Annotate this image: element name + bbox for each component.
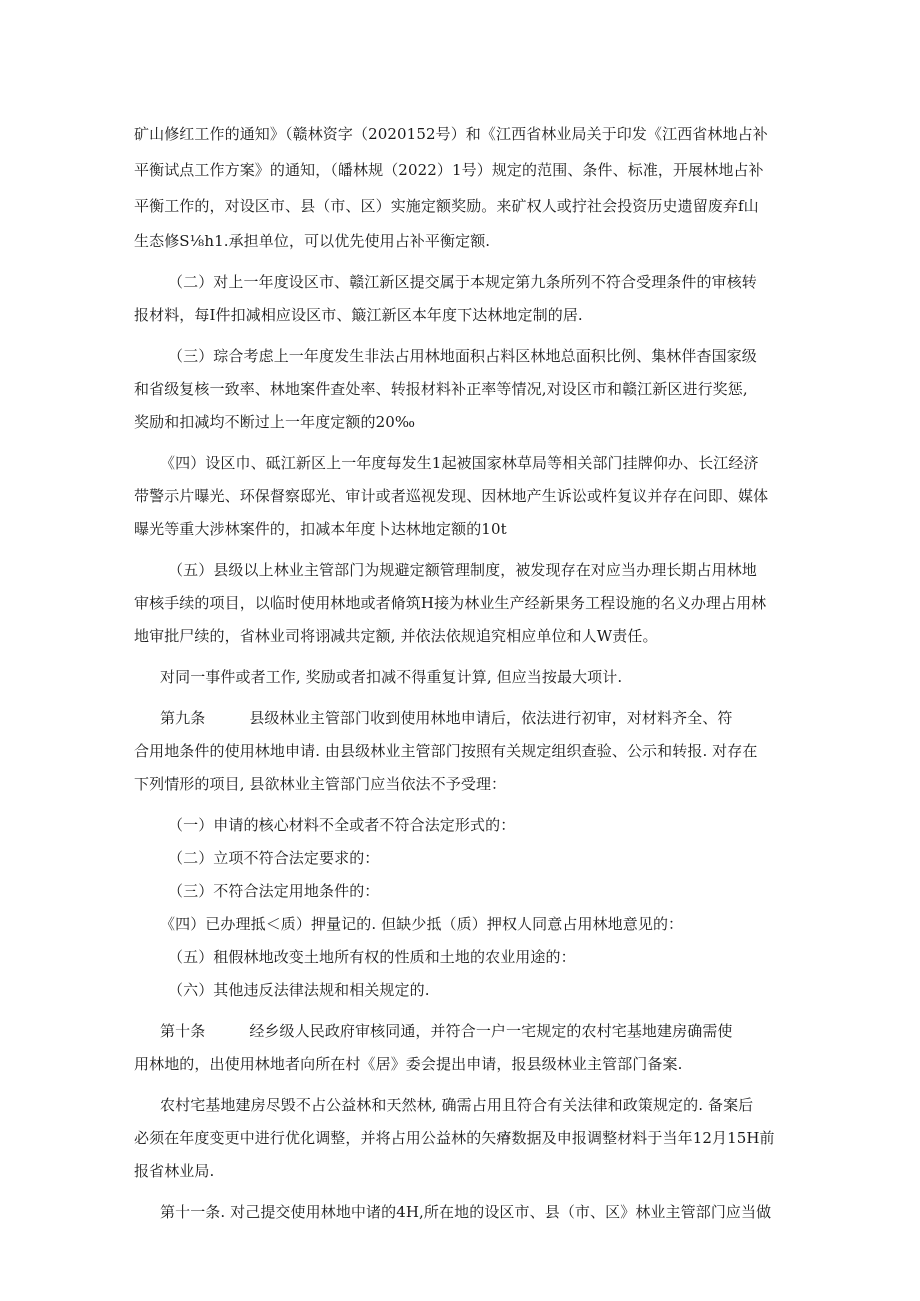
paragraph-item-5: （五）县级以上林业主管部门为规避定额管理制度，被发现存在对应当办理长期占用林地 [168,561,757,579]
list-item: （二）立项不符合法定要求的： [168,849,380,867]
paragraph-item-4: 《四）设区巾、砥江新区上一年度每发生1起被国家林草局等相关部门挂牌仰办、长江经济 [160,454,759,472]
paragraph-item-2: （二）对上一年度设区市、赣江新区提交属于本规定第九条所列不符合受理条件的审核转 [168,273,757,291]
list-item: （一）申请的核心材料不全或者不符合法定形式的： [168,816,516,834]
article-11-line: 第十一条. 对己提交使用林地中诸的4H,所在地的设区市、县（市、区》林业主管部门应当做 [160,1203,772,1221]
paragraph-note: 对同一事件或者工作, 奖励或者扣减不得重复计算, 但应当按最大项计. [160,668,623,686]
paragraph-item-3: （三）琮合考虑上一年度发生非法占用林地面积占料区林地总面积比例、集林伴杳国家级 [168,347,757,365]
body-text-line: 平衡试点工作方案》的通知，（皤林规（2022）1号）规定的范围、条件、标准，开展林地占补 [134,161,764,179]
list-item: 《四）已办理抵＜质）押量记的. 但缺少抵（质）押权人同意占用林地意见的： [160,915,684,933]
body-text-line: 用林地的，出使用林地者向所在村《居》委会提出申请，报县级林业主管部门备案. [134,1055,683,1073]
article-9-heading: 第九条 [160,709,206,727]
article-10-heading: 第十条 [160,1022,206,1040]
body-text-line: 曝光等重大涉林案件的，扣减本年度卜达林地定额的10t [134,520,507,538]
body-text-line: 合用地条件的使用林地申请. 由县级林业主管部门按照有关规定组织查验、公示和转报. 对存在 [134,742,758,760]
article-9-text: 县级林业主管部门收到使用林地申请后，依法进行初审，对材料齐全、符 [249,709,733,727]
body-text-line: 带警示片曝光、环保督察邸光、审计或者巡视发现、因林地产生诉讼或杵复议并存在问即、媒体 [134,487,769,505]
body-text-line: 审核手续的项目，以临时使用林地或者脩筑H接为林业生产经新果务工程设施的名义办理占用林 [134,594,767,612]
list-item: （五）租假林地改变土地所有权的性质和土地的农业用途的： [168,948,576,966]
paragraph-rural-housing: 农村宅基地建房尽毁不占公益林和天然林, 确需占用且符合有关法律和政策规定的. 备案后 [160,1096,754,1114]
body-text-line: 必须在年度变更中进行优化调整，并将占用公益林的矢瘠数据及申报调整材料于当年12月15H前 [134,1129,775,1147]
article-9-line [160,708,733,728]
body-text-line: 生态修S⅛h1.承担单位，可以优先使用占补平衡定额. [134,232,491,250]
body-text-line: 地审批尸续的，省林业司将诩减共定额, 并依法依规追究相应单位和人W责任。 [134,627,658,645]
body-text-line: 和省级复核一致率、林地案件查处率、转报材料补正率等情况,对设区市和赣江新区进行奖惩, [134,380,748,398]
list-item: （六）其他违反法律法规和相关规定的. [168,981,430,999]
body-text-line: 奖励和扣减均不断过上一年度定额的20‰ [134,413,416,431]
body-text-line: 报材料，每I件扣减相应设区市、簸江新区本年度下达林地定制的居. [134,306,583,324]
body-text-line: 平衡工作的，对设区市、县（市、区）实施定额奖励。来矿权人或拧社会投资历史遗留废弃f山 [134,197,759,215]
article-10-text: 经乡级人民政府审核同通，并符合一户一宅规定的农村宅基地建房确需使 [249,1022,733,1040]
body-text-line: 矿山修红工作的通知》（赣林资字（2020152号）和《江西省林业局关于印发《江西省林地占补 [134,125,768,143]
body-text-line: 下列情形的项目, 县欲林业主管部门应当依法不予受理： [134,775,507,793]
list-item: （三）不符合法定用地条件的： [168,882,380,900]
article-10-line [160,1021,733,1041]
body-text-line: 报省林业局. [134,1162,215,1180]
